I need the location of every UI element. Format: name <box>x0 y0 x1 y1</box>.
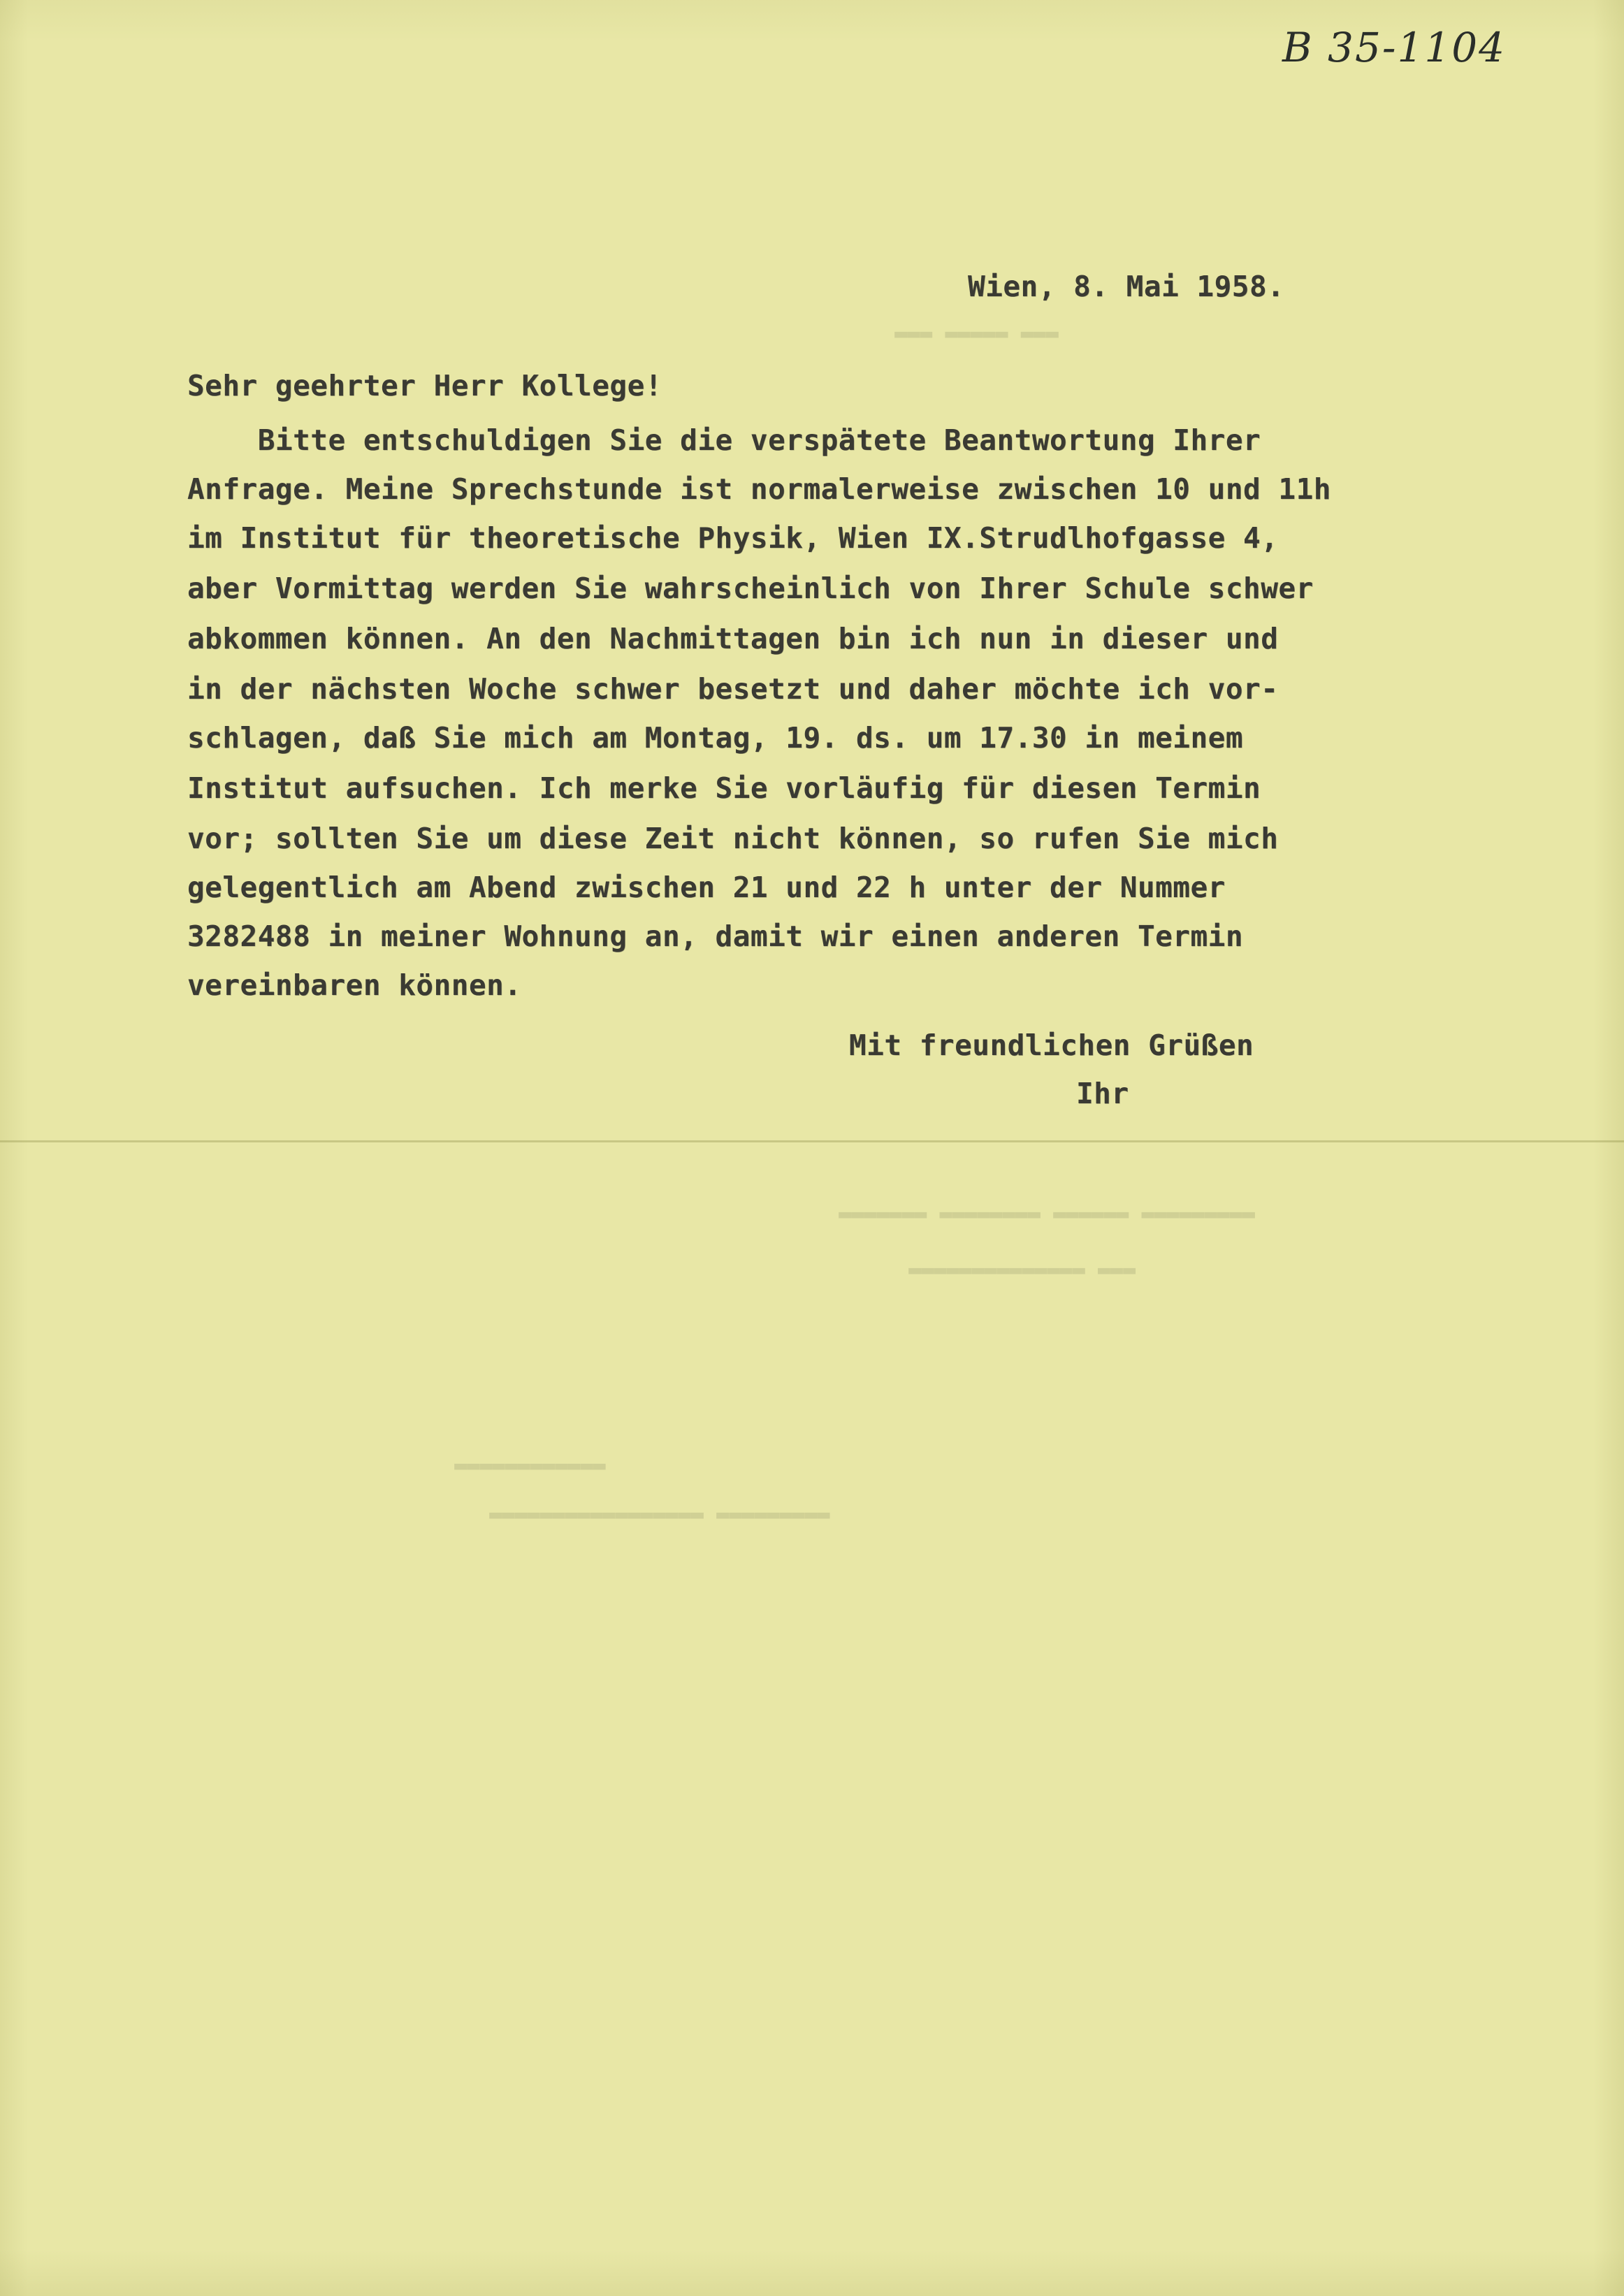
body-line: 3282488 in meiner Wohnung an, damit wir einen anderen Termin <box>187 920 1244 953</box>
body-line: vereinbaren können. <box>187 968 522 1002</box>
bleed-through-mark: ▬▬▬ ▬▬▬▬▬ ▬▬▬ <box>894 321 1059 346</box>
body-line: Institut aufsuchen. Ich merke Sie vorläufig für diesen Termin <box>187 771 1261 805</box>
letter-date: Wien, 8. Mai 1958. <box>968 270 1285 303</box>
body-line: schlagen, daß Sie mich am Montag, 19. ds. um 17.30 in meinem <box>187 721 1244 755</box>
body-line: im Institut für theoretische Physik, Wien IX.Strudlhofgasse 4, <box>187 521 1279 555</box>
letter-signoff: Ihr <box>1076 1077 1129 1110</box>
body-line: gelegentlich am Abend zwischen 21 und 22 h unter der Nummer <box>187 871 1226 904</box>
body-line: vor; sollten Sie um diese Zeit nicht können, so rufen Sie mich <box>187 822 1279 855</box>
letter-salutation: Sehr geehrter Herr Kollege! <box>187 369 662 402</box>
bleed-through-mark: ▬▬▬▬▬▬▬▬▬ ▬▬▬▬▬▬▬▬▬▬▬▬▬▬▬▬▬ <box>489 1502 830 1527</box>
bleed-through-mark: ▬▬▬▬▬▬▬▬▬▬▬▬ <box>454 1453 606 1478</box>
letter-closing: Mit freundlichen Grüßen <box>849 1029 1254 1062</box>
body-line: in der nächsten Woche schwer besetzt und daher möchte ich vor- <box>187 672 1279 706</box>
bleed-through-mark: ▬▬▬ ▬▬▬▬▬▬▬▬▬▬▬▬▬▬ <box>908 1258 1136 1282</box>
body-line: Bitte entschuldigen Sie die verspätete Beantwortung Ihrer <box>187 423 1261 457</box>
body-line: aber Vormittag werden Sie wahrscheinlich von Ihrer Schule schwer <box>187 572 1314 605</box>
body-line: Anfrage. Meine Sprechstunde ist normalerweise zwischen 10 und 11h <box>187 472 1331 506</box>
body-line: abkommen können. An den Nachmittagen bin ich nun in dieser und <box>187 622 1279 655</box>
archive-number-handwritten: B 35-1104 <box>1282 24 1507 71</box>
bleed-through-mark: ▬▬▬▬▬▬▬▬▬ ▬▬▬▬▬▬ ▬▬▬▬▬▬▬▬ ▬▬▬▬▬▬▬ <box>839 1202 1256 1226</box>
